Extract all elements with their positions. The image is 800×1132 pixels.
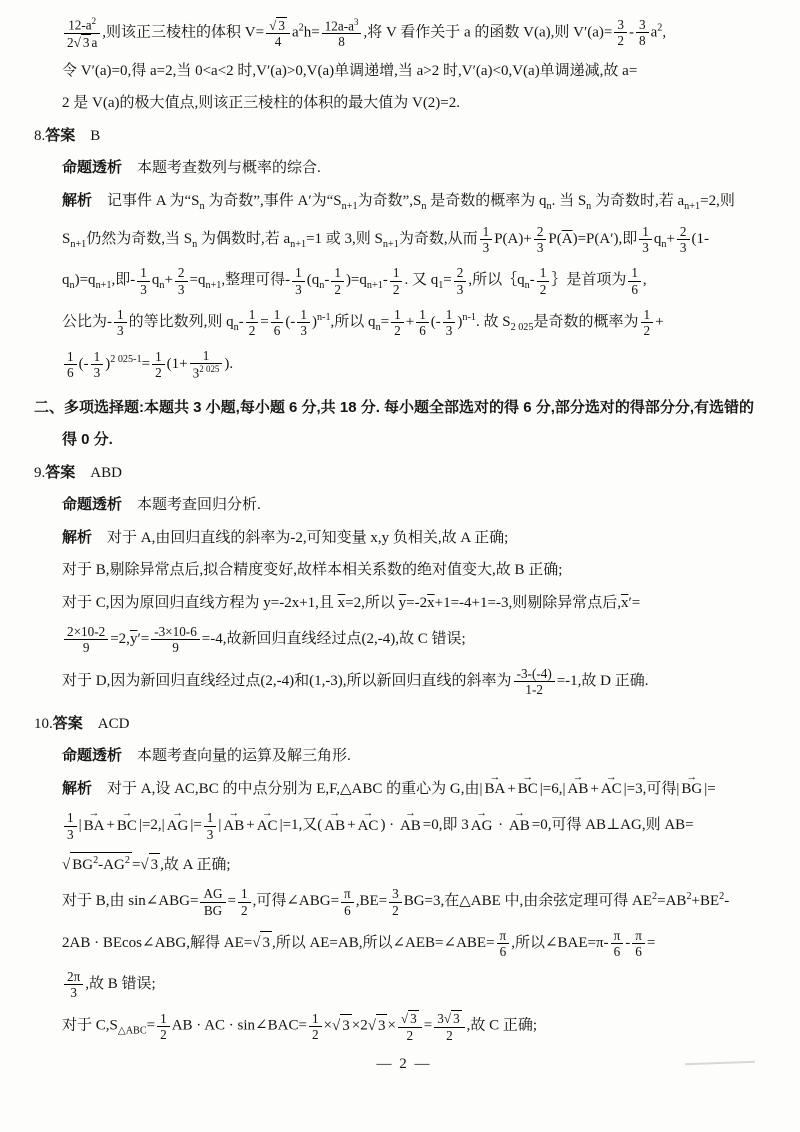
section-2-header-line-2: 得 0 分. [62,431,113,449]
q7-solution-continuation-line-3: 2 是 V(a)的极大值点,则该正三棱柱的体积的最大值为 V(2)=2. [62,95,461,112]
q10-solution-line-2: $\frac{1}{3}$ | BA → + BC → |=2,| AG → |= $\frac{1}{3}$ | AB → + AC → |=1,又( AB → + AC → ) · AB → =0,即 3 AG → · AB → =0,可得 AB⊥AG,则 AB= [34,810,774,841]
q9-solution-line-5: 对于 D,因为新回归直线经过点(2,-4)和(1,-3),所以新回归直线的斜率为 $\frac{-3-(-4)}{1-2}$ =-1,故 D 正确. [62,665,649,697]
q10-topic-analysis: 命题透析 本题考查向量的运算及解三角形. [62,747,351,765]
page-number: — 2 — [376,1055,432,1072]
q9-solution-line-1: 解析 对于 A,由回归直线的斜率为-2,可知变量 x,y 负相关,故 A 正确; [62,528,509,546]
q9-solution-line-2: 对于 B,剔除异常点后,拟合精度变好,故样本相关系数的绝对值变大,故 B 正确; [62,562,563,579]
q8-solution-line-2: $S_{n+1}$仍然为奇数,当 $S_n$ 为偶数时,若 $a_{n+1}=1$ 或 3,则 $S_{n+1}$为奇数,从而 $\frac{1}{3}$ P(A)+ $\frac{2}{3}$ $P(\overline{A})=P(A')$,即 $\frac{1}{3}$ $q_n+$ $\frac{2}{3}$ (1- [62,224,709,256]
q8-solution-line-5: $\frac{1}{6}$ (- $\frac{1}{3}$ )$^{2 025-1}$= $\frac{1}{2}$ (1+ $\frac{1}{3^{2 025}}$ ). [34,348,774,381]
q10-solution-line-3: √ $BG^2-AG^2$ =√ 3 ,故 A 正确; [34,852,774,877]
q8-solution-line-4: 公比为- $\frac{1}{3}$ 的等比数列,则 $q_n-$ $\frac{1}{2}$ = $\frac{1}{6}$ (- $\frac{1}{3}$ )$^{n-1}$,所以 $q_n=$ $\frac{1}{2}$ + $\frac{1}{6}$ (- $\frac{1}{3}$ )$^{n-1}$. 故 $S_{2 025}$是奇数的概率为 $\frac{1}{2}$ + [62,306,664,338]
q9-topic-analysis: 命题透析 本题考查回归分析. [62,496,261,514]
q8-answer-heading: 8.答案 B [34,126,101,144]
section-2-header-line-1: 二、多项选择题:本题共 3 小题,每小题 6 分,共 18 分. 每小题全部选对的得 6 分,部分选对的得部分分,有选错的 [34,398,755,416]
q10-solution-line-7: 对于 $C,S_{\triangle ABC}=$ $\frac{1}{2}$ AB · AC · sin∠BAC= $\frac{1}{2}$ ×√ 3 ×2√ 3 × $\frac{√ 3}{2}$ = $\frac{3√ 3}{2}$ ,故 C 正确; [62,1010,538,1043]
q8-topic-analysis: 命题透析 本题考查数列与概率的综合. [62,159,321,177]
q8-solution-line-1: 解析 记事件 A 为“$S_n$ 为奇数”,事件 A′为“$S_{n+1}$为奇数$”,S_n$ 是奇数的概率为 $q_n$. 当 $S_n$ 为奇数时,若 $a_{n+1}=2$,则 [62,191,735,212]
q9-solution-line-4: $\frac{2\times 10-2}{9}$ $=2,\overline{y}'=$ $\frac{-3\times 10-6}{9}$ =-4,故新回归直线经过点(2,-4),故 C 错误; [34,624,774,655]
q9-answer-heading: 9.答案 ABD [34,463,122,481]
q8-solution-line-3: $q_n)=q_{n+1}$,即- $\frac{1}{3}$ $q_n+$ $\frac{2}{3}$ $=q_{n+1}$,整理可得- $\frac{1}{3}$ ($q_n-$ $\frac{1}{2}$ )$=q_{n+1}-$ $\frac{1}{2}$ . 又 $q_1=$ $\frac{2}{3}$ ,所以$\{q_n-$ $\frac{1}{2}$ ｝是首项为 $\frac{1}{6}$ , [62,265,647,297]
q10-solution-line-5: 2AB · BEcos∠ABG,解得 AE=√ 3 ,所以 AE=AB,所以∠AEB=∠ABE= $\frac{\pi}{6}$ ,所以∠BAE=π- $\frac{\pi}{6}$ - $\frac{\pi}{6}$ = [62,927,656,959]
q7-solution-continuation-line-2: 令 V′(a)=0,得 a=2,当 0<a<2 时,V′(a)>0,V(a)单调递增,当 a>2 时,V′(a)<0,V(a)单调递减,故 a= [62,62,638,79]
q7-solution-continuation-line-1: $\frac{12-a^2}{2√ 3 a}$ ,则该正三棱柱的体积 V= $\frac{√ 3}{4}$ $a^2h=$ $\frac{12a-a^3}{8}$ ,将 V 看作关于 a 的函数 V(a),则 V′(a)= $\frac{3}{2}$ - $\frac{3}{8}$ $a^2$, [34,16,774,50]
q9-solution-line-3: 对于 C,因为原回归直线方程为 y=-2x+1,且 $\overline{x}=2$,所以 $\overline{y}=-2\overline{x}+1=-4+1=-3$,则剔除异常点后$,\overline{x}'=$ [62,594,641,611]
q10-solution-line-1: 解析 对于 A,设 AC,BC 的中点分别为 E,F,△ABC 的重心为 G,由| BA → + BC → |=6,| AB → + AC → |=3,可得| BG → |= [34,778,774,801]
q10-solution-line-6: $\frac{2\pi}{3}$ ,故 B 错误; [34,969,774,1000]
q10-solution-line-4: 对于 B,由 sin∠ABG= $\frac{AG}{BG}$ = $\frac{1}{2}$ ,可得∠ABG= $\frac{\pi}{6}$ ,BE= $\frac{3}{2}$ BG=3,在△ABE 中,由余弦定理可得 $AE^2=AB^2+BE^2-$ [62,886,730,918]
q10-answer-heading: 10.答案 ACD [34,714,130,732]
